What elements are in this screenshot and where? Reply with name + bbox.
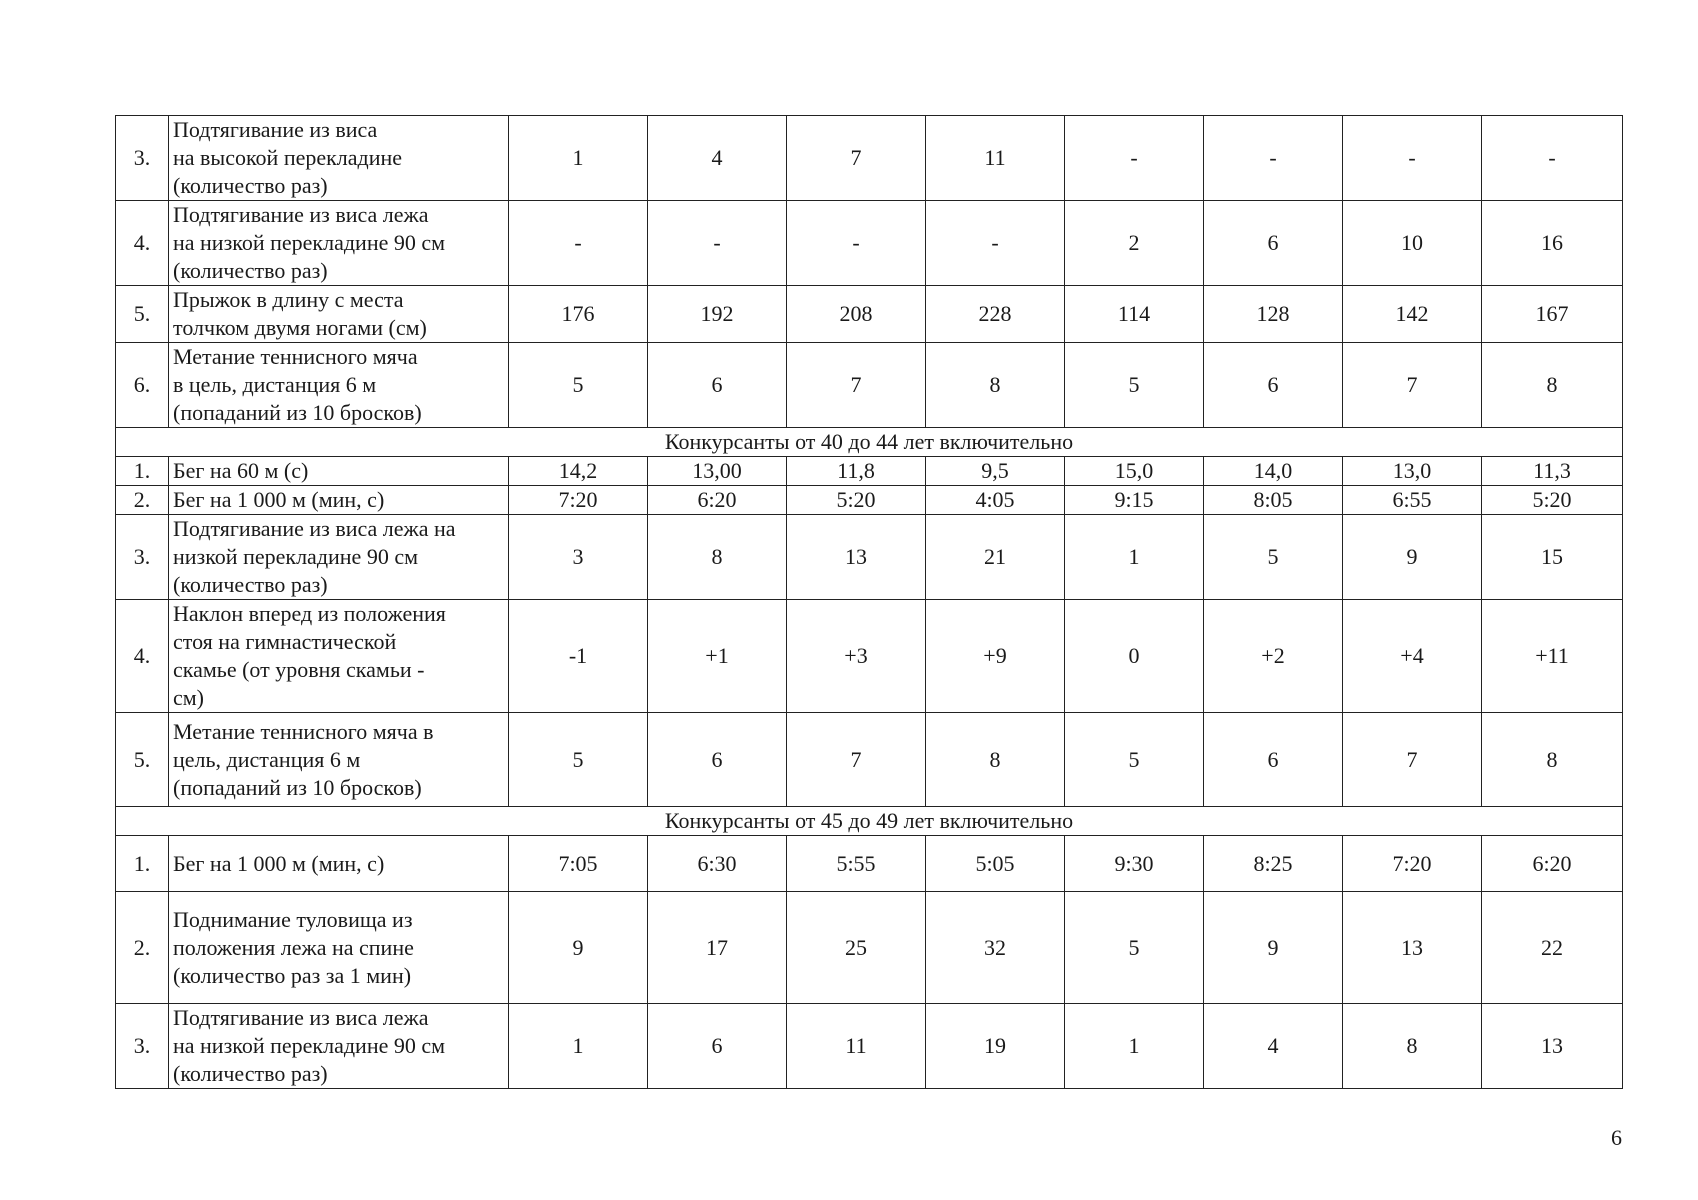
standard-value: 1 bbox=[509, 1004, 648, 1089]
standard-value: 7 bbox=[787, 713, 926, 807]
standard-value: 5 bbox=[509, 343, 648, 428]
standard-value: 8 bbox=[1482, 343, 1623, 428]
row-number: 2. bbox=[116, 892, 169, 1004]
standard-value: 13,0 bbox=[1343, 457, 1482, 486]
standard-value: 14,0 bbox=[1204, 457, 1343, 486]
table-row bbox=[116, 201, 1623, 286]
standard-value: 9:15 bbox=[1065, 486, 1204, 515]
table-row bbox=[116, 116, 1623, 201]
table-row bbox=[116, 713, 1623, 807]
exercise-name-line: см) bbox=[173, 685, 205, 710]
standard-value: 9,5 bbox=[926, 457, 1065, 486]
exercise-name-line: на низкой перекладине 90 см bbox=[173, 1033, 446, 1058]
section-title: Конкурсанты от 45 до 49 лет включительно bbox=[116, 807, 1623, 836]
standard-value: +4 bbox=[1343, 600, 1482, 713]
exercise-name-line: Поднимание туловища из bbox=[173, 906, 413, 932]
standard-value: 7:05 bbox=[509, 836, 648, 892]
standard-value: 13 bbox=[1482, 1004, 1623, 1089]
standard-value: 7 bbox=[1343, 343, 1482, 428]
exercise-name-line: положения лежа на спине bbox=[173, 934, 414, 960]
row-number: 4. bbox=[116, 600, 169, 713]
section-header-row bbox=[116, 428, 1623, 457]
standard-value: 9 bbox=[509, 892, 648, 1004]
standard-value: 192 bbox=[648, 286, 787, 343]
standard-value: 15 bbox=[1482, 515, 1623, 600]
exercise-name-line: Бег на 60 м (с) bbox=[173, 458, 309, 483]
exercise-name bbox=[169, 286, 509, 343]
standard-value: 4 bbox=[1204, 1004, 1343, 1089]
standard-value: 5:55 bbox=[787, 836, 926, 892]
standard-value: 3 bbox=[509, 515, 648, 600]
standard-value: 0 bbox=[1065, 600, 1204, 713]
standard-value: - bbox=[1065, 116, 1204, 201]
standard-value: 21 bbox=[926, 515, 1065, 600]
standard-value: 22 bbox=[1482, 892, 1623, 1004]
exercise-name-line: (количество раз) bbox=[173, 173, 328, 198]
table-body bbox=[116, 116, 1623, 1089]
standard-value: 128 bbox=[1204, 286, 1343, 343]
standard-value: 6 bbox=[648, 1004, 787, 1089]
standard-value: 7 bbox=[787, 343, 926, 428]
standard-value: 13 bbox=[787, 515, 926, 600]
exercise-name-line: стоя на гимнастической bbox=[173, 629, 397, 654]
exercise-name-line: Бег на 1 000 м (мин, с) bbox=[173, 487, 385, 512]
exercise-name-line: Подтягивание из виса лежа на bbox=[173, 516, 456, 541]
exercise-name bbox=[169, 457, 509, 486]
standard-value: - bbox=[926, 201, 1065, 286]
exercise-name-line: Метание теннисного мяча bbox=[173, 344, 418, 369]
row-number: 5. bbox=[116, 713, 169, 807]
exercise-name bbox=[169, 892, 509, 1004]
standard-value: - bbox=[1204, 116, 1343, 201]
exercise-name-line: (количество раз за 1 мин) bbox=[173, 962, 412, 988]
standard-value: 7 bbox=[1343, 713, 1482, 807]
exercise-name-line: Бег на 1 000 м (мин, с) bbox=[173, 850, 385, 876]
standard-value: 1 bbox=[1065, 1004, 1204, 1089]
standard-value: 208 bbox=[787, 286, 926, 343]
exercise-name-line: (количество раз) bbox=[173, 572, 328, 597]
standard-value: 8 bbox=[648, 515, 787, 600]
row-number: 2. bbox=[116, 486, 169, 515]
standard-value: 6 bbox=[1204, 713, 1343, 807]
standard-value: 15,0 bbox=[1065, 457, 1204, 486]
standard-value: 6 bbox=[1204, 343, 1343, 428]
standard-value: 9 bbox=[1343, 515, 1482, 600]
standard-value: 6:55 bbox=[1343, 486, 1482, 515]
standard-value: 13 bbox=[1343, 892, 1482, 1004]
exercise-name-line: (количество раз) bbox=[173, 258, 328, 283]
table-row bbox=[116, 515, 1623, 600]
exercise-name-line: толчком двумя ногами (см) bbox=[173, 315, 427, 340]
standard-value: 8 bbox=[926, 343, 1065, 428]
row-number: 3. bbox=[116, 1004, 169, 1089]
exercise-name bbox=[169, 201, 509, 286]
exercise-name-line: на высокой перекладине bbox=[173, 145, 403, 170]
standard-value: 8 bbox=[926, 713, 1065, 807]
standard-value: 19 bbox=[926, 1004, 1065, 1089]
row-number: 4. bbox=[116, 201, 169, 286]
exercise-name bbox=[169, 343, 509, 428]
standard-value: 9 bbox=[1204, 892, 1343, 1004]
section-header-row bbox=[116, 807, 1623, 836]
standard-value: 5 bbox=[509, 713, 648, 807]
standards-table bbox=[115, 115, 1623, 1089]
exercise-name-line: Подтягивание из виса лежа bbox=[173, 202, 429, 227]
standard-value: 5 bbox=[1204, 515, 1343, 600]
standard-value: 142 bbox=[1343, 286, 1482, 343]
exercise-name-line: цель, дистанция 6 м bbox=[173, 746, 361, 772]
standard-value: +9 bbox=[926, 600, 1065, 713]
exercise-name bbox=[169, 600, 509, 713]
exercise-name-line: Метание теннисного мяча в bbox=[173, 718, 434, 744]
standard-value: -1 bbox=[509, 600, 648, 713]
standard-value: +1 bbox=[648, 600, 787, 713]
standard-value: 17 bbox=[648, 892, 787, 1004]
standard-value: 5:20 bbox=[787, 486, 926, 515]
standard-value: - bbox=[1482, 116, 1623, 201]
row-number: 5. bbox=[116, 286, 169, 343]
exercise-name bbox=[169, 515, 509, 600]
standard-value: - bbox=[648, 201, 787, 286]
standard-value: 5 bbox=[1065, 713, 1204, 807]
standard-value: 5 bbox=[1065, 343, 1204, 428]
standard-value: 176 bbox=[509, 286, 648, 343]
exercise-name-line: Подтягивание из виса bbox=[173, 117, 378, 142]
standard-value: 13,00 bbox=[648, 457, 787, 486]
table-row bbox=[116, 343, 1623, 428]
exercise-name-line: на низкой перекладине 90 см bbox=[173, 230, 446, 255]
standard-value: - bbox=[787, 201, 926, 286]
table-row bbox=[116, 892, 1623, 1004]
standard-value: 11 bbox=[926, 116, 1065, 201]
exercise-name-line: скамье (от уровня скамьи - bbox=[173, 657, 425, 682]
standard-value: 4 bbox=[648, 116, 787, 201]
row-number: 3. bbox=[116, 515, 169, 600]
row-number: 3. bbox=[116, 116, 169, 201]
exercise-name-line: Прыжок в длину с места bbox=[173, 287, 404, 312]
standard-value: 6:20 bbox=[1482, 836, 1623, 892]
table-row bbox=[116, 486, 1623, 515]
standard-value: 11,3 bbox=[1482, 457, 1623, 486]
standard-value: 6 bbox=[1204, 201, 1343, 286]
standard-value: 7 bbox=[787, 116, 926, 201]
table-row bbox=[116, 1004, 1623, 1089]
standard-value: 11,8 bbox=[787, 457, 926, 486]
standard-value: 6 bbox=[648, 713, 787, 807]
page-number: 6 bbox=[1611, 1125, 1622, 1150]
section-title: Конкурсанты от 40 до 44 лет включительно bbox=[116, 428, 1623, 457]
row-number: 1. bbox=[116, 457, 169, 486]
standard-value: 114 bbox=[1065, 286, 1204, 343]
standard-value: 32 bbox=[926, 892, 1065, 1004]
exercise-name bbox=[169, 1004, 509, 1089]
standard-value: 4:05 bbox=[926, 486, 1065, 515]
standard-value: 8:25 bbox=[1204, 836, 1343, 892]
standard-value: 5 bbox=[1065, 892, 1204, 1004]
standard-value: 6:20 bbox=[648, 486, 787, 515]
standard-value: 5:05 bbox=[926, 836, 1065, 892]
exercise-name bbox=[169, 836, 509, 892]
exercise-name bbox=[169, 486, 509, 515]
standard-value: 14,2 bbox=[509, 457, 648, 486]
row-number: 6. bbox=[116, 343, 169, 428]
exercise-name-line: в цель, дистанция 6 м bbox=[173, 372, 377, 397]
standard-value: 7:20 bbox=[1343, 836, 1482, 892]
standard-value: +2 bbox=[1204, 600, 1343, 713]
exercise-name-line: Наклон вперед из положения bbox=[173, 601, 446, 626]
standard-value: - bbox=[509, 201, 648, 286]
exercise-name-line: низкой перекладине 90 см bbox=[173, 544, 419, 569]
table-row bbox=[116, 600, 1623, 713]
standard-value: 2 bbox=[1065, 201, 1204, 286]
table-row bbox=[116, 457, 1623, 486]
standard-value: 25 bbox=[787, 892, 926, 1004]
standard-value: 9:30 bbox=[1065, 836, 1204, 892]
exercise-name-line: (количество раз) bbox=[173, 1061, 328, 1086]
standard-value: +3 bbox=[787, 600, 926, 713]
standard-value: 16 bbox=[1482, 201, 1623, 286]
standard-value: 6:30 bbox=[648, 836, 787, 892]
row-number: 1. bbox=[116, 836, 169, 892]
exercise-name bbox=[169, 116, 509, 201]
standard-value: 5:20 bbox=[1482, 486, 1623, 515]
exercise-name-line: (попаданий из 10 бросков) bbox=[173, 774, 422, 800]
standard-value: 228 bbox=[926, 286, 1065, 343]
standard-value: - bbox=[1343, 116, 1482, 201]
standard-value: 7:20 bbox=[509, 486, 648, 515]
exercise-name bbox=[169, 713, 509, 807]
standard-value: 10 bbox=[1343, 201, 1482, 286]
exercise-name-line: (попаданий из 10 бросков) bbox=[173, 400, 422, 425]
exercise-name-line: Подтягивание из виса лежа bbox=[173, 1005, 429, 1030]
standard-value: +11 bbox=[1482, 600, 1623, 713]
standard-value: 8 bbox=[1343, 1004, 1482, 1089]
standard-value: 8 bbox=[1482, 713, 1623, 807]
table-row bbox=[116, 286, 1623, 343]
standard-value: 167 bbox=[1482, 286, 1623, 343]
standard-value: 1 bbox=[509, 116, 648, 201]
standard-value: 11 bbox=[787, 1004, 926, 1089]
standard-value: 1 bbox=[1065, 515, 1204, 600]
table-row bbox=[116, 836, 1623, 892]
standard-value: 6 bbox=[648, 343, 787, 428]
standard-value: 8:05 bbox=[1204, 486, 1343, 515]
